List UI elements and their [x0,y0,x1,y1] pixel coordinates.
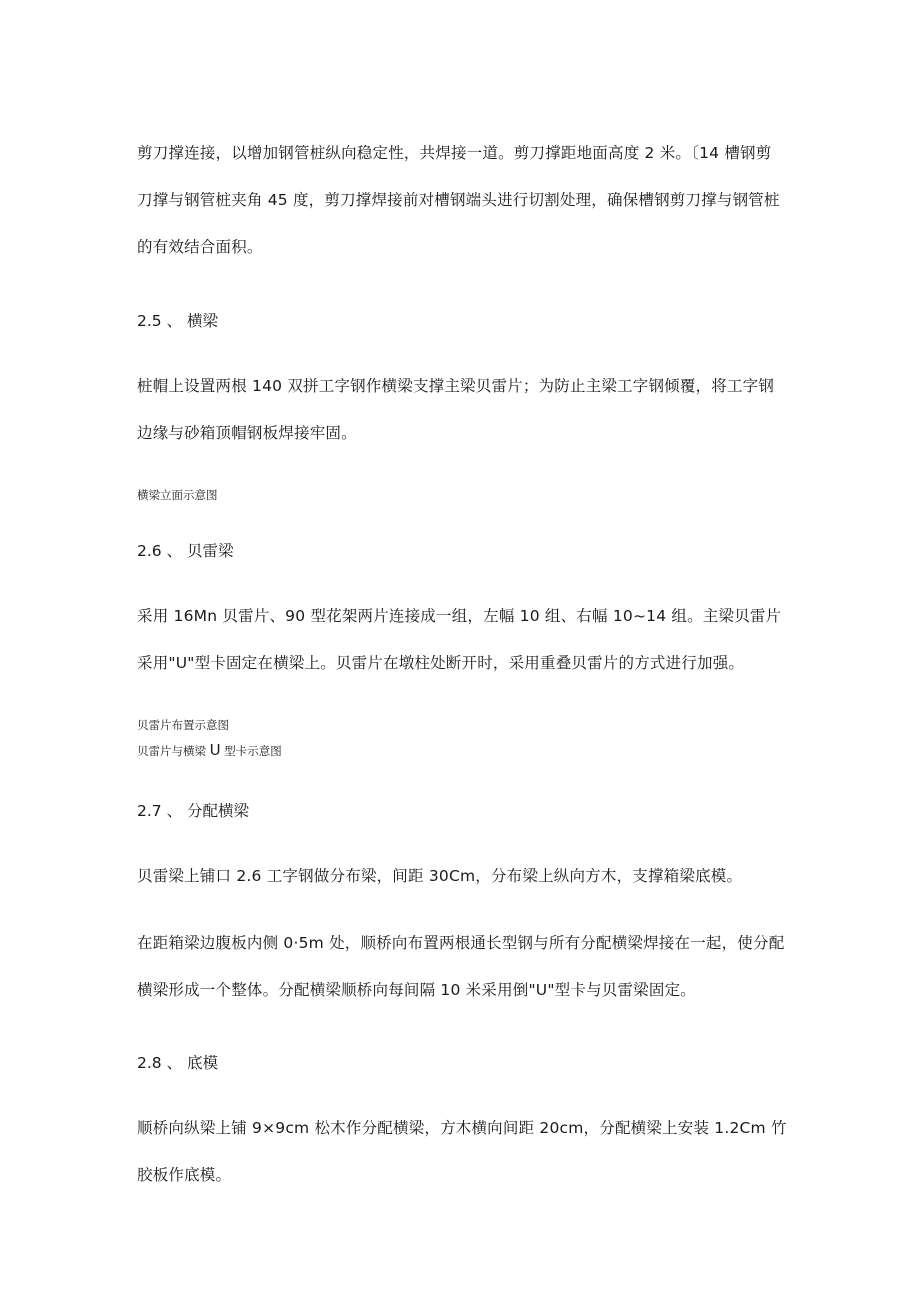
heading-2-5-crossbeam: 2.5 、 横梁 [137,312,219,330]
paragraph-distribution-beam: 贝雷梁上铺口 2.6 工字钢做分布梁，间距 30Cm，分布梁上纵向方木，支撑箱梁底模。 [137,867,743,885]
caption-bailey-u-clamp [137,742,787,759]
caption-bailey-layout: 贝雷片布置示意图 [137,718,229,732]
paragraph-scissor-brace: 剪刀撑连接，以增加钢管桩纵向稳定性，共焊接一道。剪刀撑距地面高度 2 米。〔14 槽钢剪刀撑与钢管桩夹角 45 度，剪刀撑焊接前对槽钢端头进行切割处理，确保槽钢剪刀撑与钢管桩的有效结合面积。 [137,144,780,256]
caption-prefix: 贝雷片与横梁 [137,744,210,758]
caption-suffix: 型卡示意图 [220,744,282,758]
heading-2-7-distribution-beam: 2.7 、 分配横梁 [137,802,250,820]
paragraph-crossbeam: 桩帽上设置两根 140 双拼工字钢作横梁支撑主梁贝雷片；为防止主梁工字钢倾覆，将工字钢边缘与砂箱顶帽钢板焊接牢固。 [137,377,775,442]
paragraph-bottom-form: 顺桥向纵梁上铺 9×9cm 松木作分配横梁，方木横向间距 20cm，分配横梁上安装 1.2Cm 竹胶板作底模。 [137,1119,787,1184]
caption-crossbeam-elevation: 横梁立面示意图 [137,488,218,502]
paragraph-longitudinal-steel: 在距箱梁边腹板内侧 0·5m 处，顺桥向布置两根通长型钢与所有分配横梁焊接在一起，使分配横梁形成一个整体。分配横梁顺桥向每间隔 10 米采用倒"U"型卡与贝雷梁固定。 [137,934,785,999]
caption-letter: U [209,741,221,759]
heading-2-8-bottom-form: 2.8 、 底模 [137,1054,219,1072]
paragraph-bailey-beam: 采用 16Mn 贝雷片、90 型花架两片连接成一组，左幅 10 组、右幅 10~14 组。主梁贝雷片采用"U"型卡固定在横梁上。贝雷片在墩柱处断开时，采用重叠贝雷片的方式进行加强。 [137,607,782,672]
heading-2-6-bailey-beam: 2.6 、 贝雷梁 [137,542,234,560]
